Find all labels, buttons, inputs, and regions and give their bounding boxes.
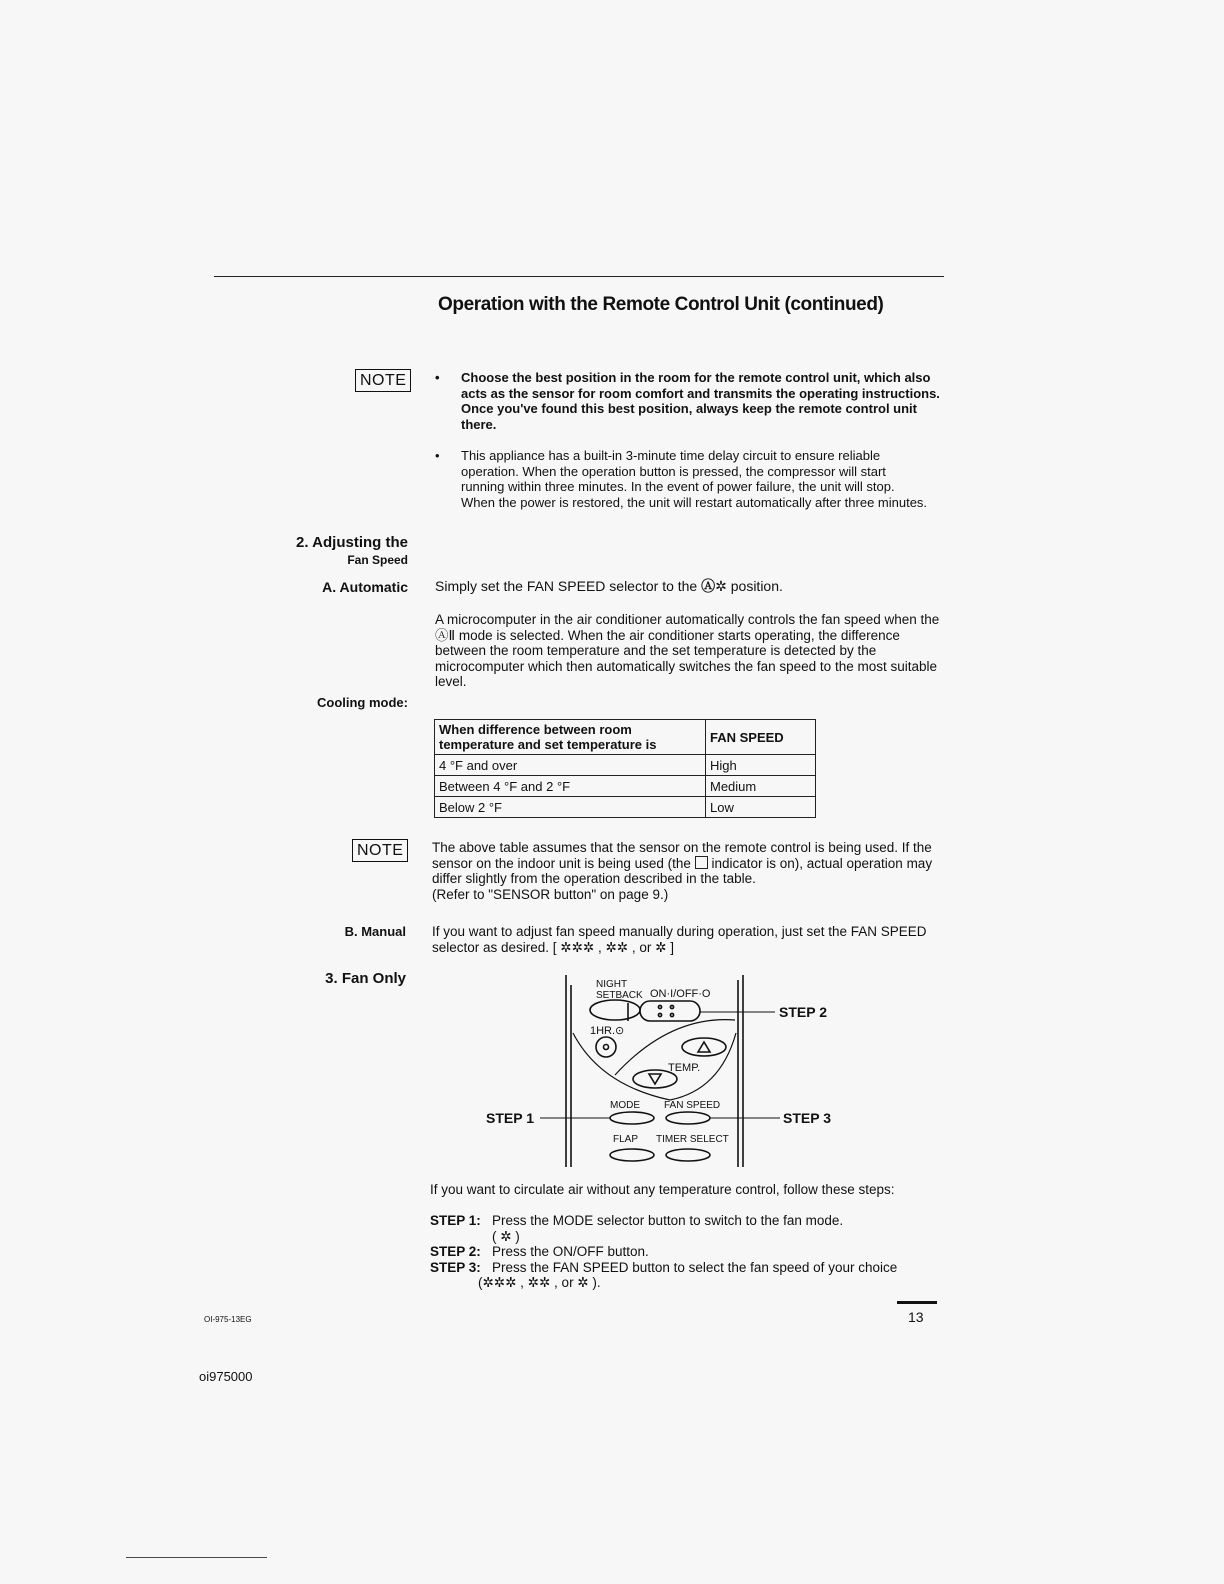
setback-label: SETBACK [596, 990, 643, 1001]
indicator-dot [658, 1005, 661, 1008]
indicator-dot [670, 1013, 673, 1016]
microcomputer-paragraph: A microcomputer in the air conditioner automatically controls the fan speed when the ⒶⅡ mode is selected. When the air conditioner starts operating, the difference between the room temperature and the set temperature is detected by the microcomputer which then automatically switches the fan speed to the most suitable level. [435, 612, 940, 689]
page-title: Operation with the Remote Control Unit (continued) [438, 294, 884, 315]
auto-fan-symbol: Ⓐ✲ [701, 578, 727, 594]
table-cell: Below 2 °F [435, 797, 706, 818]
step-item: STEP 2: Press the ON/OFF button. [430, 1244, 649, 1259]
note-badge-2: NOTE [352, 839, 408, 862]
fan-speed-button[interactable] [666, 1112, 710, 1124]
step-item-extra: (✲✲✲ , ✲✲ , or ✲ ). [478, 1275, 601, 1290]
timer-select-label: TIMER SELECT [656, 1134, 729, 1145]
indicator-dot [658, 1013, 661, 1016]
page-number-rule [897, 1301, 937, 1304]
mode-label: MODE [610, 1100, 640, 1111]
note2-reference: (Refer to "SENSOR button" on page 9.) [432, 886, 669, 902]
flap-label: FLAP [613, 1134, 639, 1145]
temp-down-icon [649, 1074, 661, 1084]
table-header-fan-speed: FAN SPEED [706, 720, 816, 755]
one-hour-button[interactable] [596, 1037, 616, 1057]
table-header-difference: When difference between room temperature and set temperature is [435, 720, 706, 755]
one-hour-label: 1HR.⊙ [590, 1025, 625, 1037]
automatic-label: A. Automatic [322, 579, 408, 595]
section3-heading: 3. Fan Only [325, 970, 406, 987]
fan-only-intro: If you want to circulate air without any temperature control, follow these steps: [430, 1182, 895, 1197]
cooling-mode-label: Cooling mode: [317, 695, 408, 710]
temp-up-icon [698, 1042, 710, 1052]
step2-label: STEP 2 [779, 1004, 827, 1020]
note-badge: NOTE [355, 369, 411, 392]
note-bullet-2 [435, 448, 931, 510]
manual-text: If you want to adjust fan speed manually during operation, just set the FAN SPEED selector as desired. [ ✲✲✲ , ✲✲ , or ✲ ] [432, 924, 927, 955]
doc-code: OI-975-13EG [204, 1315, 252, 1324]
sensor-indicator-icon [695, 856, 708, 869]
steps-list [430, 1213, 950, 1291]
manual-label: B. Manual [344, 924, 406, 939]
onoff-label: ON·I/OFF·O [650, 988, 711, 1000]
footer-link-underline [126, 1557, 267, 1558]
step1-label: STEP 1 [486, 1110, 534, 1126]
fan-speed-table [434, 719, 816, 818]
table-cell: Medium [706, 776, 816, 797]
section2-heading: 2. Adjusting the [296, 534, 408, 551]
section2-subheading: Fan Speed [347, 553, 408, 567]
note-text-1: Choose the best position in the room for the remote control unit, which also acts as the sensor for room comfort and transmits the operating instructions. Once you've found this best position, always keep the remote control unit there. [461, 370, 940, 432]
temp-label: TEMP. [668, 1062, 701, 1074]
night-label: NIGHT [596, 979, 628, 990]
bullet-dot: • [435, 448, 440, 463]
bullet-dot: • [435, 370, 440, 385]
on-off-button[interactable] [640, 1001, 700, 1021]
note-text-2: This appliance has a built-in 3-minute time delay circuit to ensure reliable operation. When the operation button is pressed, the compressor will start running within three minutes. In the event of power failure, the unit will stop. When the power is restored, the unit will restart automatically after three minutes. [461, 448, 928, 510]
mode-button[interactable] [610, 1112, 654, 1124]
header-rule [214, 276, 944, 277]
flap-button[interactable] [610, 1149, 654, 1161]
step3-label: STEP 3 [783, 1110, 831, 1126]
automatic-text: Simply set the FAN SPEED selector to the Ⓐ✲ position. [435, 578, 783, 594]
one-hour-button-dot [604, 1045, 609, 1050]
step-item: STEP 1: Press the MODE selector button to switch to the fan mode. [430, 1213, 844, 1228]
step-item-extra: ( ✲ ) [492, 1228, 520, 1244]
table-row [435, 797, 816, 818]
table-cell: 4 °F and over [435, 755, 706, 776]
table-row [435, 755, 816, 776]
fan-speed-label: FAN SPEED [664, 1100, 721, 1111]
night-setback-button[interactable] [590, 1000, 640, 1020]
indicator-dot [670, 1005, 673, 1008]
table-header-row [435, 720, 816, 755]
table-cell: Between 4 °F and 2 °F [435, 776, 706, 797]
table-cell: High [706, 755, 816, 776]
note2-paragraph: The above table assumes that the sensor on the remote control is being used. If the sensor on the indoor unit is being used (the indicator is on), actual operation may differ slightly from the operation described in the table. (Refer to "SENSOR button" on page 9.) [432, 840, 933, 902]
table-cell: Low [706, 797, 816, 818]
file-id: oi975000 [199, 1369, 253, 1384]
timer-select-button[interactable] [666, 1149, 710, 1161]
note-bullet-1 [435, 370, 945, 432]
table-row [435, 776, 816, 797]
remote-control-diagram [480, 975, 840, 1175]
step-item: STEP 3: Press the FAN SPEED button to select the fan speed of your choice [430, 1259, 898, 1275]
page-number: 13 [908, 1309, 924, 1325]
